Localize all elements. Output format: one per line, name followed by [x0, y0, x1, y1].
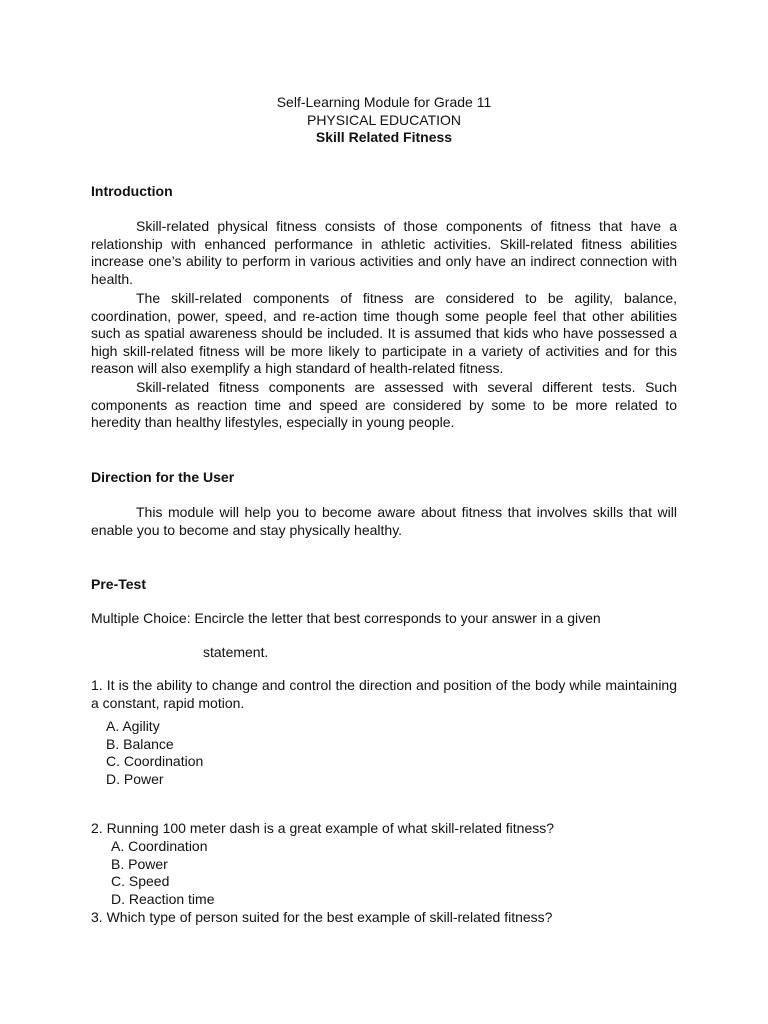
pretest-heading: Pre-Test	[91, 576, 146, 592]
question-1-option-d[interactable]: D. Power	[106, 770, 164, 787]
question-1-option-b[interactable]: B. Balance	[106, 735, 174, 752]
question-3: 3. Which type of person suited for the best example of skill-related fitness?	[91, 909, 553, 925]
document-title: Skill Related Fitness	[315, 129, 453, 145]
question-1-options	[106, 718, 203, 788]
pretest-instruction: Multiple Choice: Encircle the letter that best corresponds to your answer in a given	[91, 610, 601, 626]
introduction-heading: Introduction	[91, 183, 173, 199]
direction-heading: Direction for the User	[91, 469, 235, 485]
question-1-option-c[interactable]: C. Coordination	[106, 753, 204, 770]
question-2-options	[111, 838, 214, 908]
question-1: 1. It is the ability to change and control the direction and position of the body while maintaining a constant, rapid motion.	[91, 677, 677, 711]
pretest-instruction-continued: statement.	[203, 644, 269, 660]
question-2: 2. Running 100 meter dash is a great example of what skill-related fitness?	[91, 820, 555, 836]
introduction-paragraph-1: Skill-related physical fitness consists of those components of fitness that have a relationship with enhanced performance in athletic activities. Skill-related fitness abilities increase one’s ability to perform in various activities and only have an indirect connection with health.	[91, 218, 677, 287]
introduction-paragraph-2: The skill-related components of fitness are considered to be agility, balance, coordination, power, speed, and re-action time though some people feel that other abilities such as spatial awareness should be included. It is assumed that kids who have possessed a high skill-related fitness will be more likely to participate in a variety of activities and for this reason will also exemplify a high standard of health-related fitness.	[91, 290, 677, 377]
question-2-option-c[interactable]: C. Speed	[111, 873, 170, 890]
subject-title: PHYSICAL EDUCATION	[306, 111, 462, 128]
question-2-option-b[interactable]: B. Power	[111, 855, 168, 872]
module-subtitle: Self-Learning Module for Grade 11	[276, 94, 492, 110]
document-header	[0, 94, 768, 147]
question-2-option-a[interactable]: A. Coordination	[111, 838, 208, 854]
introduction-paragraph-3: Skill-related fitness components are assessed with several different tests. Such components as reaction time and speed are considered by some to be more related to heredity than healthy lifestyles, especially in young people.	[91, 379, 677, 431]
question-1-option-a[interactable]: A. Agility	[106, 718, 160, 734]
question-2-option-d[interactable]: D. Reaction time	[111, 890, 215, 907]
direction-paragraph: This module will help you to become aware about fitness that involves skills that will enable you to become and stay physically healthy.	[91, 504, 677, 538]
